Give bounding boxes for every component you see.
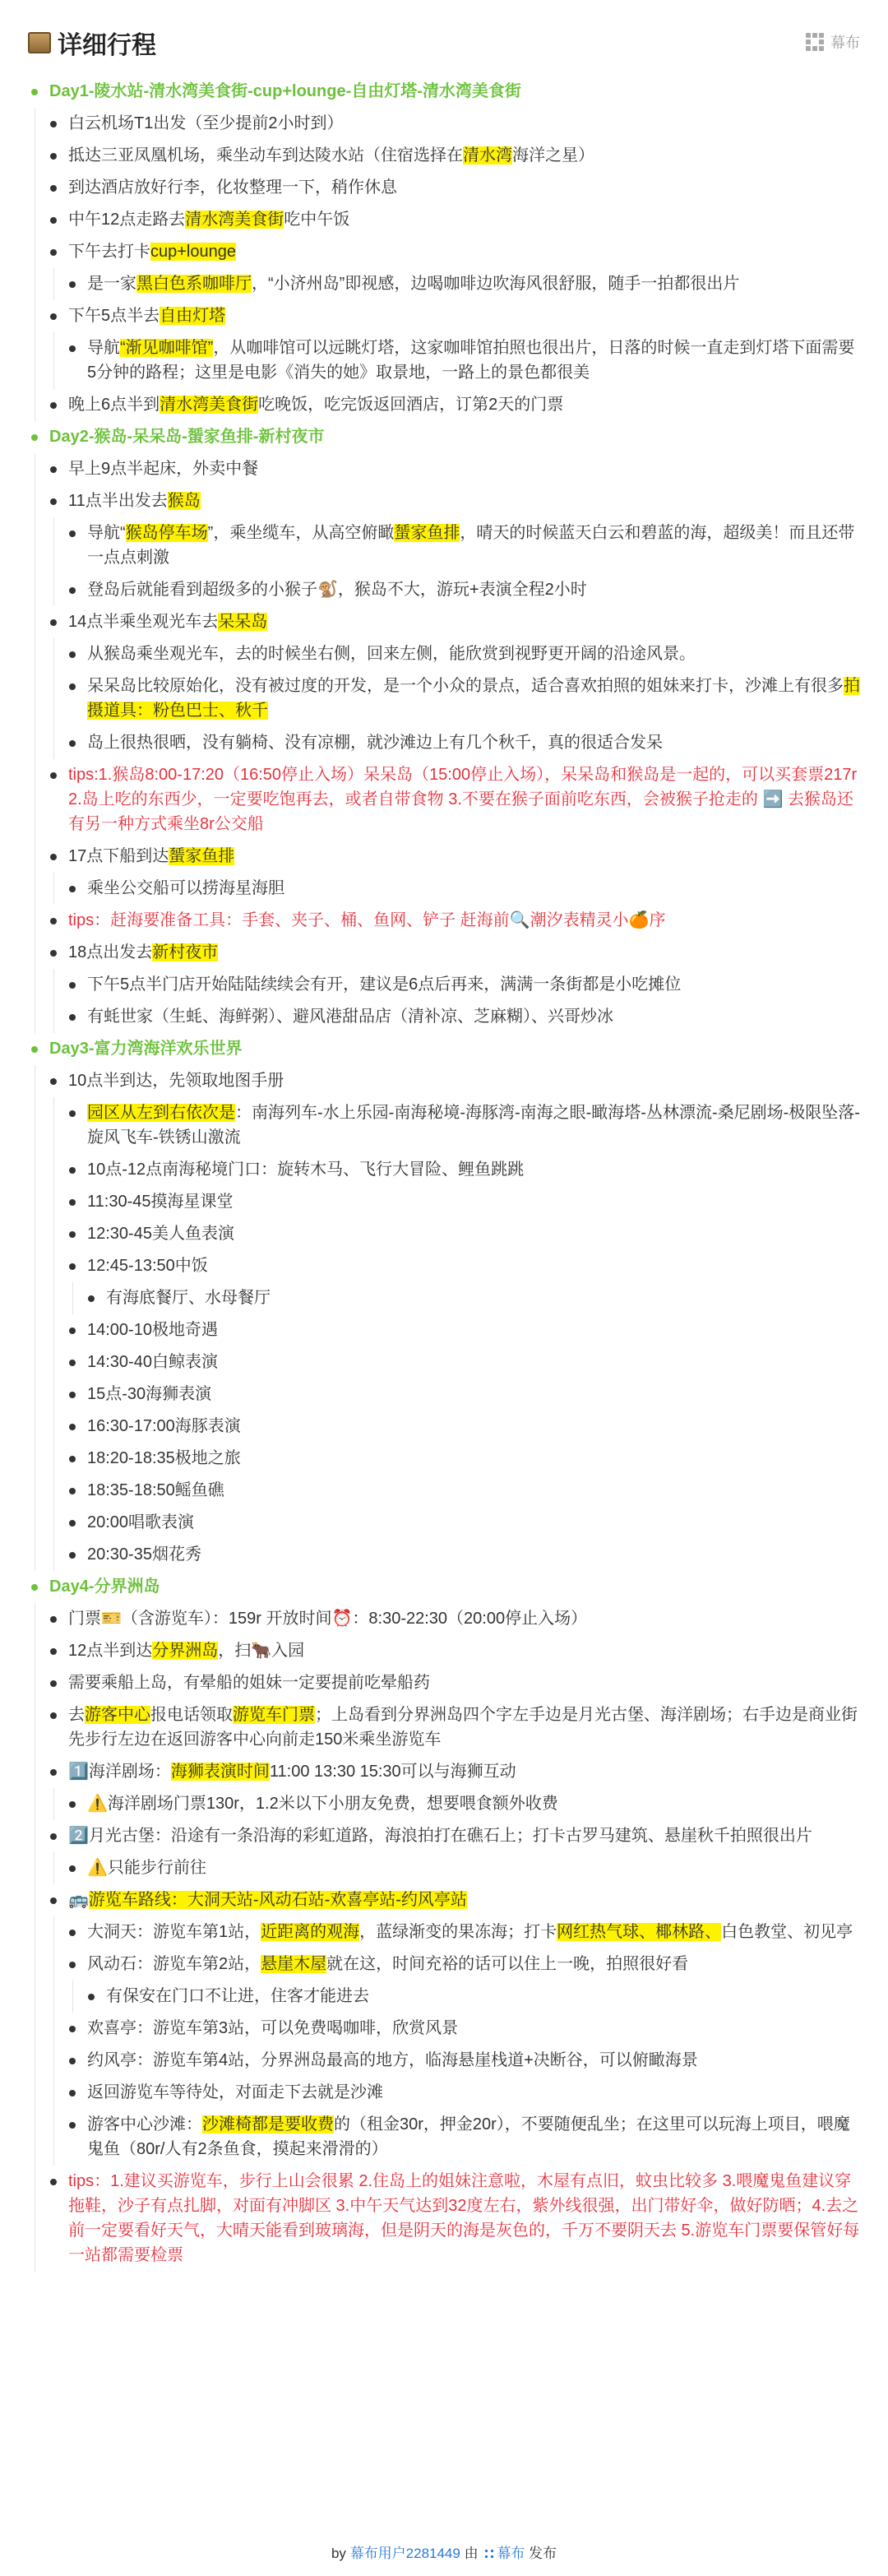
outline-item — [35, 1884, 872, 2166]
text-segment: ，晴天的时候蓝天白云和碧蓝的海，超级美！而且还带一点点刺激 — [87, 524, 855, 567]
highlighted-text: 清水湾 — [463, 146, 512, 164]
text-segment: 是一家 — [87, 275, 136, 293]
outline-node-text[interactable] — [35, 759, 872, 841]
text-segment: 白色教堂、初见亭 — [721, 1923, 853, 1941]
outline-item — [54, 1378, 872, 1411]
outline-item — [54, 1411, 872, 1443]
outline-node-text[interactable] — [35, 172, 872, 204]
highlighted-text: 沙滩椅都是要收费 — [202, 2115, 334, 2134]
mubu-small-icon — [483, 2548, 495, 2560]
text-segment: 有蚝世家（生蚝、海鲜粥）、避风港甜品店（清补凉、芝麻糊）、兴哥炒冰 — [87, 1008, 613, 1026]
child-list — [35, 1065, 872, 1571]
text-segment: 从猴岛乘坐观光车，去的时候坐右侧，回来左侧，能欣赏到视野更开阔的沿途风景。 — [87, 645, 696, 663]
mubu-logo-icon — [806, 33, 824, 51]
highlighted-text: 猴岛停车场 — [125, 524, 208, 542]
outline-item — [35, 172, 872, 204]
text-segment: 下午去打卡 — [68, 243, 150, 261]
child-list — [53, 1852, 872, 1884]
outline-node-text[interactable] — [35, 1884, 872, 1916]
day-heading-item — [16, 76, 872, 421]
child-list — [72, 1282, 872, 1314]
child-list — [53, 969, 872, 1033]
outline-item — [54, 1443, 872, 1475]
outline-node-text[interactable] — [35, 389, 872, 421]
outline-item — [54, 517, 872, 574]
footer — [0, 2541, 888, 2562]
text-segment: 登岛后就能看到超级多的小猴子🐒，猴岛不大，游玩+表演全程2小时 — [87, 581, 587, 599]
outline-node-text[interactable] — [54, 1097, 872, 1154]
tips-item — [35, 2166, 872, 2272]
highlighted-text: 蜑家鱼排 — [394, 524, 460, 542]
text-segment: tips:1.猴岛8:00-17:20（16:50停止入场）呆呆岛（15:00停止入场），呆呆岛和猴岛是一起的，可以买套票217r 2.岛上吃的东西少，一定要吃饱再去，或者自带食物 3.不要在猴子面前吃东西，会被猴子抢走的 ➡️ 去猴岛还有另一种方式乘坐8r公交船 — [68, 766, 858, 833]
outline-node-text[interactable] — [54, 670, 872, 727]
highlighted-text: 游览车路线：大洞天站-风动石站-欢喜亭站-约风亭站 — [88, 1891, 467, 1909]
outline-item — [54, 1154, 872, 1186]
outline-node-text[interactable] — [35, 1699, 872, 1756]
highlighted-text: 游览车门票 — [233, 1706, 315, 1724]
text-segment: 白云机场T1出发（至少提前2小时到） — [68, 114, 344, 132]
outline-item — [35, 1603, 872, 1635]
highlighted-text: 网红热气球、椰林路、 — [557, 1923, 722, 1941]
outline-node-text[interactable] — [35, 1635, 872, 1667]
outline-item — [54, 2045, 872, 2077]
outline-node-text[interactable] — [35, 937, 872, 969]
outline-node-text[interactable] — [54, 1475, 872, 1507]
outline-node-text[interactable] — [54, 1411, 872, 1443]
outline-item — [35, 453, 872, 485]
outline-item — [54, 873, 872, 905]
outline-node-text[interactable] — [54, 1539, 872, 1571]
text-segment: 欢喜亭：游览车第3站，可以免费喝咖啡，欣赏风景 — [87, 2019, 459, 2037]
outline-node-text[interactable] — [35, 300, 872, 332]
text-segment: 导航 — [87, 339, 120, 357]
text-segment: 岛上很热很晒，没有躺椅、没有凉棚，就沙滩边上有几个秋千，真的很适合发呆 — [87, 734, 663, 752]
outline-node-text[interactable] — [54, 1186, 872, 1218]
text-segment: 的（租金30r，押金20r），不要随便乱坐；在这里可以玩海上项目，喂魔鬼鱼（80r/人有2条鱼食，摸起来滑滑的） — [87, 2115, 850, 2158]
outline-item — [54, 1475, 872, 1507]
outline-node-text[interactable] — [54, 574, 872, 606]
footer-by: 由 — [464, 2546, 479, 2561]
outline-node-text[interactable] — [54, 1378, 872, 1411]
text-segment: ，“小济州岛”即视感，边喝咖啡边吹海风很舒服，随手一拍都很出片 — [252, 275, 740, 293]
child-list — [53, 1916, 872, 2166]
outline-node-text[interactable] — [35, 236, 872, 268]
text-segment: 20:00唱歌表演 — [87, 1513, 195, 1531]
text-segment: 12点半到达 — [68, 1642, 153, 1660]
text-segment: 呆呆岛比较原始化，没有被过度的开发，是一个小众的景点，适合喜欢拍照的姐妹来打卡，沙滩上有很多 — [87, 677, 844, 695]
outline-node-text[interactable] — [54, 1154, 872, 1186]
outline-node-text[interactable] — [54, 1250, 872, 1282]
outline-node-text[interactable] — [35, 485, 872, 517]
child-list — [53, 638, 872, 759]
text-segment: 🚌 — [68, 1891, 89, 1909]
text-segment: Day3-富力湾海洋欢乐世界 — [49, 1040, 243, 1058]
outline-item — [54, 727, 872, 759]
text-segment: 15点-30海狮表演 — [87, 1385, 212, 1403]
text-segment: 12:30-45美人鱼表演 — [87, 1225, 234, 1243]
highlighted-text: cup+lounge — [150, 243, 236, 261]
outline-node-text[interactable] — [54, 1443, 872, 1475]
outline-item — [35, 1635, 872, 1667]
text-segment: Day2-猴岛-呆呆岛-蜑家鱼排-新村夜市 — [49, 428, 325, 446]
child-list — [35, 453, 872, 1033]
outline-item — [54, 638, 872, 670]
text-segment: 有保安在门口不让进，住客才能进去 — [106, 1987, 369, 2005]
highlighted-text: 游客中心 — [85, 1706, 150, 1724]
outline-node-text[interactable] — [35, 140, 872, 172]
outline-item — [54, 2013, 872, 2045]
footer-prefix: by — [331, 2546, 346, 2561]
outline-node-text[interactable] — [54, 2013, 872, 2045]
text-segment: ⚠️只能步行前往 — [87, 1859, 206, 1877]
outline-node-text[interactable] — [35, 1756, 872, 1788]
text-segment: ；上岛看到分界洲岛四个字左手边是月光古堡、海洋剧场；右手边是商业街先步行左边在返回游客中心向前走150米乘坐游览车 — [68, 1706, 858, 1749]
outline-node-text[interactable] — [35, 108, 872, 140]
outline-node-text[interactable] — [35, 1667, 872, 1699]
outline-item — [54, 1916, 872, 1948]
highlighted-text: 近距离的观海 — [261, 1923, 360, 1941]
outline-node-text[interactable] — [54, 1916, 872, 1948]
text-segment: 14:00-10极地奇遇 — [87, 1321, 218, 1339]
outline-node-text[interactable] — [54, 2077, 872, 2109]
text-segment: 10点-12点南海秘境门口：旋转木马、飞行大冒险、鲤鱼跳跳 — [87, 1161, 525, 1179]
text-segment: 下午5点半去 — [68, 307, 160, 325]
outline-node-text[interactable] — [35, 1603, 872, 1635]
text-segment: 抵达三亚凤凰机场，乘坐动车到达陵水站（住宿选择在 — [68, 146, 463, 164]
text-segment: 12:45-13:50中饭 — [87, 1257, 208, 1275]
highlighted-text: 拍摄道具：粉色巴士、秋千 — [87, 677, 860, 720]
outline-item — [35, 140, 872, 172]
header — [28, 25, 860, 61]
text-segment: 中午12点走路去 — [68, 211, 186, 229]
outline-node-text[interactable] — [54, 332, 872, 389]
tips-item — [35, 759, 872, 841]
outline-item — [35, 841, 872, 905]
outline-node-text[interactable] — [54, 873, 872, 905]
outline-item — [54, 1218, 872, 1250]
outline-item — [35, 1667, 872, 1699]
text-segment: Day1-陵水站-清水湾美食街-cup+lounge-自由灯塔-清水湾美食街 — [49, 82, 521, 100]
text-segment: 14:30-40白鲸表演 — [87, 1353, 218, 1371]
outline-item — [54, 670, 872, 727]
highlighted-text: 呆呆岛 — [218, 613, 268, 631]
highlighted-text: 分界洲岛 — [152, 1642, 219, 1660]
text-segment: 18:35-18:50鳐鱼礁 — [87, 1481, 224, 1499]
outline-node-text[interactable] — [16, 1571, 872, 1603]
highlighted-text: 清水湾美食街 — [160, 396, 259, 414]
text-segment: 风动石：游览车第2站， — [87, 1955, 261, 1973]
text-segment: 返回游览车等待处，对面走下去就是沙滩 — [87, 2083, 383, 2101]
text-segment: 有海底餐厅、水母餐厅 — [106, 1289, 271, 1307]
text-segment: tips：赶海要准备工具：手套、夹子、桶、鱼网、铲子 赶海前🔍潮汐表精灵小🍊序 — [68, 911, 666, 929]
outline-item — [35, 1756, 872, 1820]
text-segment: 2️⃣月光古堡：沿途有一条沿海的彩虹道路，海浪拍打在礁石上；打卡古罗马建筑、悬崖秋千拍照很出片 — [68, 1827, 812, 1845]
text-segment: 下午5点半门店开始陆陆续续会有开，建议是6点后再来，满满一条街都是小吃摊位 — [87, 975, 682, 994]
outline-node-text[interactable] — [35, 2166, 872, 2272]
child-list — [53, 332, 872, 389]
text-segment: 20:30-35烟花秀 — [87, 1545, 201, 1564]
highlighted-text: “渐见咖啡馆” — [120, 339, 214, 357]
text-segment: 到达酒店放好行李，化妆整理一下，稍作休息 — [68, 178, 397, 197]
outline-item — [35, 389, 872, 421]
highlighted-text: 蜑家鱼排 — [169, 847, 235, 865]
text-segment: 吃中午饭 — [284, 211, 350, 229]
text-segment: 18:20-18:35极地之旅 — [87, 1449, 241, 1467]
child-list — [53, 517, 872, 606]
highlighted-text: 黑白色系咖啡厅 — [136, 275, 252, 293]
highlighted-text: 清水湾美食街 — [185, 211, 284, 229]
outline-item — [54, 1948, 872, 2013]
outline-node-text[interactable] — [35, 204, 872, 236]
outline-item — [54, 268, 872, 300]
outline-item — [54, 1250, 872, 1314]
child-list — [72, 1981, 872, 2013]
outline-item — [35, 1065, 872, 1571]
outline-node-text[interactable] — [73, 1282, 872, 1314]
text-segment: 早上9点半起床，外卖中餐 — [68, 460, 259, 478]
outline-node-text[interactable] — [35, 905, 872, 937]
highlighted-text: 自由灯塔 — [160, 307, 226, 325]
outline-node-text[interactable] — [54, 727, 872, 759]
outline-node-text[interactable] — [16, 76, 872, 108]
page-title-text: 详细行程 — [58, 32, 156, 59]
outline-node-text[interactable] — [54, 1507, 872, 1539]
outline-item — [54, 1539, 872, 1571]
outline-node-text[interactable] — [54, 638, 872, 670]
text-segment: ⚠️海洋剧场门票130r，1.2米以下小朋友免费，想要喂食额外收费 — [87, 1795, 558, 1813]
outline-item — [54, 1788, 872, 1820]
outline-node-text[interactable] — [54, 1788, 872, 1820]
outline-item — [54, 1314, 872, 1346]
outline-node-text[interactable] — [35, 1820, 872, 1852]
outline-node-text[interactable] — [35, 1065, 872, 1097]
outline-item — [73, 1282, 872, 1314]
text-segment: 海洋之星） — [512, 146, 594, 164]
outline-item — [35, 108, 872, 140]
text-segment: 1️⃣海洋剧场： — [68, 1763, 171, 1781]
outline-node-text[interactable] — [16, 1033, 872, 1065]
outline-node-text[interactable] — [54, 1852, 872, 1884]
outline-item — [54, 1097, 872, 1154]
text-segment: 游客中心沙滩： — [87, 2115, 202, 2134]
text-segment: 16:30-17:00海豚表演 — [87, 1417, 241, 1435]
brand-name: 幕布 — [830, 35, 860, 51]
outline-node-text[interactable] — [54, 1346, 872, 1378]
highlighted-text: 猴岛 — [167, 492, 201, 510]
text-segment: 就在这，时间充裕的话可以住上一晚，拍照很好看 — [326, 1955, 689, 1973]
outline-node-text[interactable] — [54, 1001, 872, 1033]
text-segment: 11:30-45摸海星课堂 — [87, 1193, 234, 1211]
outline-item — [35, 606, 872, 759]
outline-item — [35, 300, 872, 389]
outline-item — [35, 236, 872, 300]
outline-list — [16, 76, 872, 2272]
text-segment: 门票🎫（含游览车）：159r 开放时间⏰：8:30-22:30（20:00停止入场） — [68, 1610, 588, 1628]
outline-item — [54, 1001, 872, 1033]
text-segment: 10点半到达，先领取地图手册 — [68, 1072, 284, 1090]
highlighted-text: 海狮表演时间 — [170, 1763, 270, 1781]
text-segment: 去 — [68, 1706, 85, 1724]
outline-node-text[interactable] — [54, 2045, 872, 2077]
outline-item — [35, 485, 872, 606]
child-list — [53, 268, 872, 300]
outline-item — [54, 2109, 872, 2166]
outline-item — [35, 937, 872, 1033]
outline-node-text[interactable] — [35, 841, 872, 873]
outline-item — [54, 1507, 872, 1539]
text-segment: tips：1.建议买游览车，步行上山会很累 2.住岛上的姐妹注意啦，木屋有点旧，蚊虫比较多 3.喂魔鬼鱼建议穿拖鞋，沙子有点扎脚，对面有冲脚区 3.中午天气达到32度左右，紫外线很强，出门带好伞，做好防晒；4.去之前一定要看好天气，大晴天能看到玻璃海，但是阴天的海是灰色的，千万不要阴天去 5.游览车门票要保管好每一站都需要检票 — [68, 2172, 860, 2264]
day-heading-item — [16, 421, 872, 1033]
outline-item — [54, 1186, 872, 1218]
outline-item — [35, 204, 872, 236]
text-segment: ，蓝绿渐变的果冻海；打卡 — [359, 1923, 557, 1941]
highlighted-text: 悬崖木屋 — [261, 1955, 327, 1973]
tips-item — [35, 905, 872, 937]
child-list — [53, 873, 872, 905]
text-segment: 导航“ — [87, 524, 126, 542]
outline-node-text[interactable] — [54, 1948, 872, 1981]
highlighted-text: 园区从左到右依次是 — [87, 1104, 235, 1122]
day-heading-item — [16, 1571, 872, 2272]
text-segment: 乘坐公交船可以捞海星海胆 — [87, 879, 284, 897]
text-segment: 14点半乘坐观光车去 — [68, 613, 219, 631]
child-list — [35, 1603, 872, 2272]
outline-node-text[interactable] — [73, 1981, 872, 2013]
scroll-icon — [28, 32, 51, 53]
text-segment: 晚上6点半到 — [68, 396, 160, 414]
text-segment: 约风亭：游览车第4站，分界洲岛最高的地方，临海悬崖栈道+决断谷，可以俯瞰海景 — [87, 2051, 698, 2069]
outline-item — [54, 574, 872, 606]
child-list — [53, 1788, 872, 1820]
text-segment: 17点下船到达 — [68, 847, 169, 865]
outline-node-text[interactable] — [16, 421, 872, 453]
day-heading-item — [16, 1033, 872, 1571]
outline-item — [54, 2077, 872, 2109]
page-title — [28, 25, 156, 61]
outline-node-text[interactable] — [54, 2109, 872, 2166]
outline-item — [35, 1699, 872, 1756]
footer-suffix: 发布 — [529, 2546, 557, 2561]
child-list — [35, 108, 872, 421]
text-segment: ”，乘坐缆车，从高空俯瞰 — [207, 524, 395, 542]
outline-node-text[interactable] — [54, 969, 872, 1001]
text-segment: 11:00 13:30 15:30可以与海狮互动 — [269, 1763, 516, 1781]
outline-item — [54, 1852, 872, 1884]
outline-item — [54, 332, 872, 389]
text-segment: ，扫🐂入园 — [218, 1642, 305, 1660]
outline-item — [54, 1346, 872, 1378]
text-segment: Day4-分界洲岛 — [49, 1578, 160, 1596]
outline-item — [54, 969, 872, 1001]
outline-item — [73, 1981, 872, 2013]
text-segment: ，从咖啡馆可以远眺灯塔，这家咖啡馆拍照也很出片，日落的时候一直走到灯塔下面需要5分钟的路程；这里是电影《消失的她》取景地，一路上的景色都很美 — [87, 339, 855, 382]
outline-tree — [16, 76, 872, 2272]
text-segment: 18点出发去 — [68, 943, 153, 961]
app-link[interactable]: 幕布 — [497, 2546, 525, 2561]
text-segment: 大洞天：游览车第1站， — [87, 1923, 261, 1941]
text-segment: 吃晚饭，吃完饭返回酒店，订第2天的门票 — [258, 396, 564, 414]
outline-node-text[interactable] — [54, 517, 872, 574]
author-link[interactable]: 幕布用户2281449 — [349, 2546, 460, 2561]
highlighted-text: 新村夜市 — [152, 943, 219, 961]
text-segment: 报电话领取 — [150, 1706, 233, 1724]
outline-node-text[interactable] — [54, 1218, 872, 1250]
text-segment: ：南海列车-水上乐园-南海秘境-海豚湾-南海之眼-瞰海塔-丛林漂流-桑尼剧场-极限坠落-旋风飞车-铁锈山激流 — [87, 1104, 860, 1147]
outline-node-text[interactable] — [54, 268, 872, 300]
outline-item — [35, 1820, 872, 1884]
text-segment: 需要乘船上岛，有晕船的姐妹一定要提前吃晕船药 — [68, 1674, 430, 1692]
brand-link[interactable] — [806, 31, 860, 53]
outline-node-text[interactable] — [35, 453, 872, 485]
outline-node-text[interactable] — [54, 1314, 872, 1346]
text-segment: 11点半出发去 — [68, 492, 168, 510]
child-list — [53, 1097, 872, 1571]
outline-node-text[interactable] — [35, 606, 872, 638]
